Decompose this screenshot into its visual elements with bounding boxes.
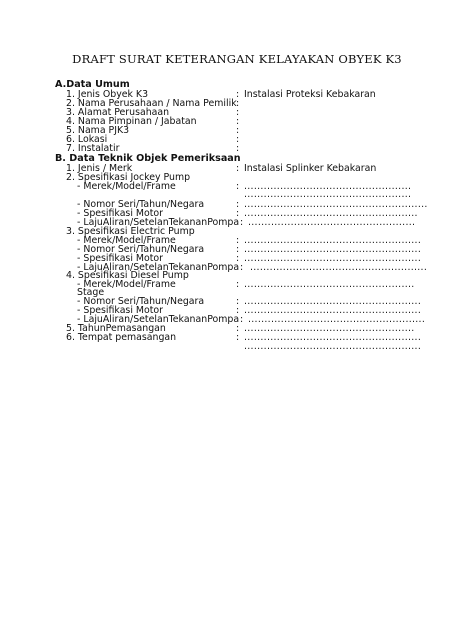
field-colon: : (236, 332, 240, 343)
field-colon: : (236, 296, 240, 307)
field-colon: : (236, 163, 240, 174)
field-value-dots: ................................................... (248, 217, 416, 228)
field-label: 6. Lokasi (66, 134, 108, 145)
field-colon: : (236, 125, 240, 136)
field-colon: : (236, 253, 240, 264)
field-label: 1. Jenis / Merk (66, 163, 133, 174)
field-colon: : (236, 244, 240, 255)
field-colon: : (240, 314, 244, 325)
field-label: - Merek/Model/Frame (77, 181, 176, 192)
field-colon: : (236, 235, 240, 246)
field-value: Instalasi Proteksi Kebakaran (244, 89, 376, 100)
field-colon: : (240, 262, 244, 273)
section-a-heading: A.Data Umum (55, 79, 130, 90)
document-title: DRAFT SURAT KETERANGAN KELAYAKAN OBYEK K3 (72, 52, 402, 66)
field-value-dots: ...................................................... (244, 244, 422, 255)
field-colon: : (236, 116, 240, 127)
field-label: - Spesifikasi Motor (77, 305, 163, 316)
diesel-stage-label: Stage (77, 287, 105, 298)
field-colon: : (240, 217, 244, 228)
field-colon: : (236, 208, 240, 219)
field-value-dots: ...................................................... (250, 262, 428, 273)
field-colon: : (236, 199, 240, 210)
field-value-dots: .................................................... (244, 323, 415, 334)
field-value-dots: ...................................................... (244, 235, 422, 246)
field-label: - Merek/Model/Frame (77, 279, 176, 290)
field-colon: : (236, 323, 240, 334)
field-label: 7. Instalatir (66, 143, 120, 154)
field-colon: : (236, 279, 240, 290)
field-label: - LajuAliran/SetelanTekananPompa (77, 314, 240, 325)
field-label: - Merek/Model/Frame (77, 235, 176, 246)
field-colon: : (236, 143, 240, 154)
field-colon: : (236, 107, 240, 118)
field-colon: : (236, 181, 240, 192)
field-value-dots: ...................................................... (244, 332, 422, 343)
field-label: - Nomor Seri/Tahun/Negara (77, 296, 205, 307)
field-value-dots: .................................................... (244, 279, 415, 290)
field-label: - LajuAliran/SetelanTekananPompa (77, 262, 240, 273)
field-value-dots: ................................................... (244, 181, 412, 192)
field-label: 3. Alamat Perusahaan (66, 107, 170, 118)
field-label: 2. Nama Perusahaan / Nama Pemilik (66, 98, 237, 109)
field-label: - Spesifikasi Motor (77, 208, 163, 219)
field-value-dots: ...................................................... (248, 314, 426, 325)
subsection-electric-pump-heading: 3. Spesifikasi Electric Pump (66, 226, 195, 237)
subsection-diesel-pump-heading: 4. Spesifikasi Diesel Pump (66, 270, 189, 281)
field-colon: : (236, 89, 240, 100)
field-label: 5. TahunPemasangan (66, 323, 166, 334)
field-label: 1. Jenis Obyek K3 (66, 89, 149, 100)
field-label: - LajuAliran/SetelanTekananPompa (77, 217, 240, 228)
subsection-jockey-pump-heading: 2. Spesifikasi Jockey Pump (66, 172, 191, 183)
field-value-dots: ........................................................ (244, 199, 428, 210)
field-value-dots: ...................................................... (244, 296, 422, 307)
field-value-dots: ...................................................... (244, 253, 422, 264)
field-value-dots: ..................................................... (244, 208, 418, 219)
field-value-dots-continued: ................................................... (244, 189, 412, 200)
field-value-dots: ...................................................... (244, 305, 422, 316)
field-value: Instalasi Splinker Kebakaran (244, 163, 377, 174)
section-b-heading: B. Data Teknik Objek Pemeriksaan (55, 153, 241, 164)
field-colon: : (236, 98, 240, 109)
field-value-dots-continued: ...................................................... (244, 341, 422, 352)
field-label: 6. Tempat pemasangan (66, 332, 177, 343)
field-label: 5. Nama PJK3 (66, 125, 130, 136)
field-label: - Nomor Seri/Tahun/Negara (77, 244, 205, 255)
field-label: 4. Nama Pimpinan / Jabatan (66, 116, 197, 127)
field-colon: : (236, 134, 240, 145)
field-label: - Nomor Seri/Tahun/Negara (77, 199, 205, 210)
field-colon: : (236, 305, 240, 316)
field-label: - Spesifikasi Motor (77, 253, 163, 264)
